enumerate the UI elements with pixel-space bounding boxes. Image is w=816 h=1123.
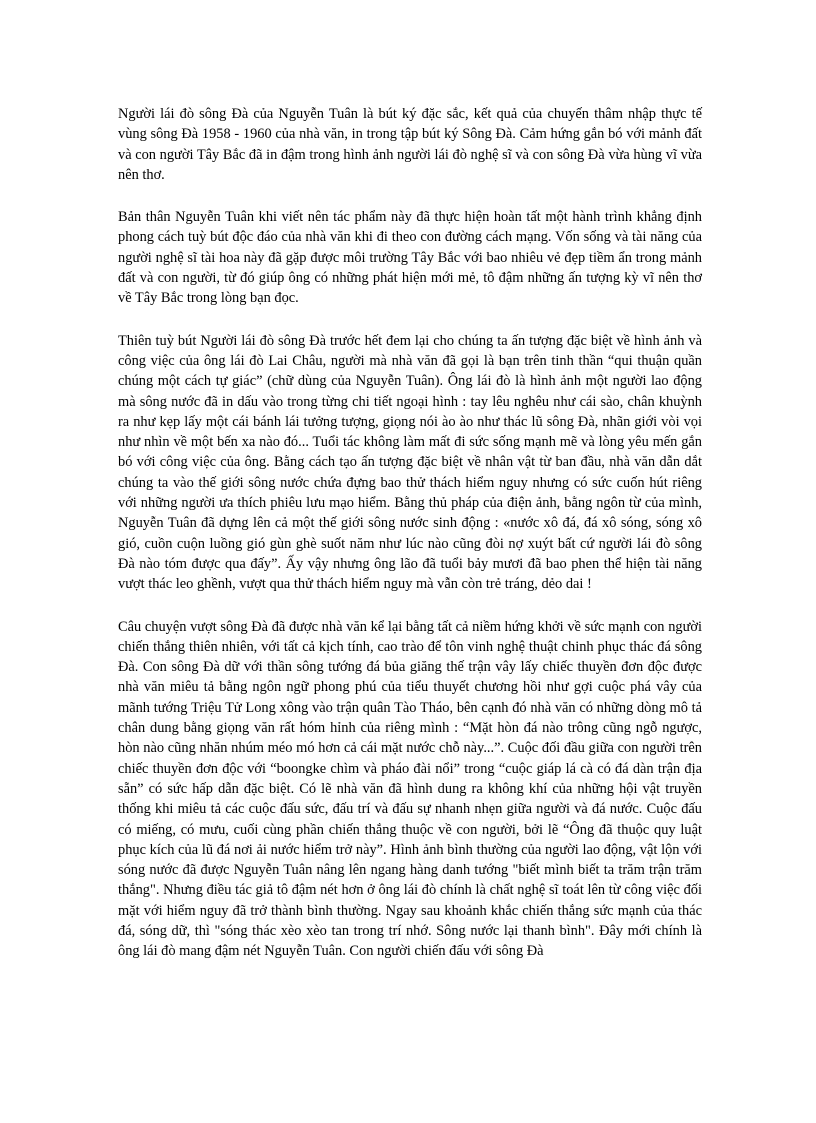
paragraph-2: Bản thân Nguyễn Tuân khi viết nên tác phẩm này đã thực hiện hoàn tất một hành trình khẳng định phong cách tuỳ bút độc đáo của nhà văn khi đi theo con đường cách mạng. Vốn sống và tài năng của người nghệ sĩ tài hoa này đã gặp được môi trường Tây Bắc với bao nhiêu vẻ đẹp tiềm ẩn trong mảnh đất và con người, từ đó giúp ông có những phát hiện mới mẻ, tô đậm những ấn tượng kỳ vĩ nên thơ về Tây Bắc trong lòng bạn đọc. (118, 209, 702, 307)
paragraph-4: Câu chuyện vượt sông Đà đã được nhà văn kể lại bằng tất cả niềm hứng khởi về sức mạnh con người chiến thắng thiên nhiên, với tất cả kịch tính, cao trào để tôn vinh nghệ thuật chinh phục thác đá sông Đà. Con sông Đà dữ với thần sông tướng đá bủa giăng thế trận vây lấy chiếc thuyền đơn độc được nhà văn miêu tả bằng ngôn ngữ phong phú của tiểu thuyết chương hồi như gợi cuộc phá vây của mãnh tướng Triệu Tử Long xông vào trận quân Tào Tháo, bên cạnh đó nhà văn có những dòng mô tả chân dung bằng giọng văn rất hóm hỉnh của riêng mình : “Mặt hòn đá nào trông cũng ngỗ ngược, hòn nào cũng nhăn nhúm méo mó hơn cả cái mặt nước chỗ này...”. Cuộc đối đầu giữa con người trên chiếc thuyền đơn độc với “boongke chìm và pháo đài nổi” trong “cuộc giáp lá cà có đá dàn trận địa sẵn” có sức hấp dẫn đặc biệt. Có lẽ nhà văn đã hình dung ra không khí của những hội vật truyền thống khi miêu tả các cuộc đấu sức, đấu trí và đấu sự nhanh nhẹn giữa người và đá nước. Cuộc đấu có miếng, có mưu, cuối cùng phần chiến thắng thuộc về con người, bởi lẽ “Ông đã thuộc quy luật phục kích của lũ đá nơi ải nước hiểm trở này”. Hình ảnh bình thường của người lao động, vật lộn với sóng nước đã được Nguyễn Tuân nâng lên ngang hàng danh tướng "biết mình biết ta trăm trận trăm thắng". Nhưng điều tác giả tô đậm nét hơn ở ông lái đò chính là chất nghệ sĩ toát lên từ công việc đối mặt với hiểm nguy đã trở thành bình thường. Ngay sau khoảnh khắc chiến thắng sức mạnh của thác đá, sóng dữ, thì "sóng thác xèo xèo tan trong trí nhớ. Sông nước lại thanh bình". Đây mới chính là ông lái đò mang đậm nét Nguyễn Tuân. Con người chiến đấu với sông Đà (118, 618, 702, 960)
paragraph-3: Thiên tuỳ bút Người lái đò sông Đà trước hết đem lại cho chúng ta ấn tượng đặc biệt về hình ảnh và công việc của ông lái đò Lai Châu, người mà nhà văn đã gọi là bạn trên tinh thần “qui thuận quần chúng một cách tự giác” (chữ dùng của Nguyễn Tuân). Ông lái đò là hình ảnh một người lao động mà sông nước đã in dấu vào trong từng chi tiết ngoại hình : tay lêu nghêu như cái sào, chân khuỳnh ra như kẹp lấy một cái bánh lái tưởng tượng, giọng nói ào ào như thác lũ sông Đà, nhãn giới vòi vọi như nhìn về một bến xa nào đó... Tuổi tác không làm mất đi sức sống mạnh mẽ và lòng yêu mến gắn bó với công việc của ông. Bằng cách tạo ấn tượng đặc biệt về nhân vật từ ban đầu, nhà văn dẫn dắt chúng ta vào thế giới sông nước chứa đựng bao thử thách hiểm nguy nhưng có sức cuốn hút riêng với những người ưa thích phiêu lưu mạo hiểm. Bằng thủ pháp của điện ảnh, bằng ngôn từ của mình, Nguyễn Tuân đã dựng lên cả một thế giới sông nước sinh động : «nước xô đá, đá xô sóng, sóng xô gió, cuồn cuộn luồng gió gùn ghè suốt năm như lúc nào cũng đòi nợ xuýt bất cứ người lái đò sông Đà nào tóm được qua đấy”. Ấy vậy nhưng ông lão đã tuổi bảy mươi đã bao phen thể hiện tài năng vượt thác leo ghềnh, vượt qua thử thách hiểm nguy mà vẫn còn trẻ tráng, dẻo dai ! (118, 332, 702, 593)
document-page (118, 104, 702, 962)
paragraph-1: Người lái đò sông Đà của Nguyễn Tuân là bút ký đặc sắc, kết quả của chuyến thâm nhập thực tế vùng sông Đà 1958 - 1960 của nhà văn, in trong tập bút ký Sông Đà. Cảm hứng gắn bó với mảnh đất và con người Tây Bắc đã in đậm trong hình ảnh người lái đò nghệ sĩ và con sông Đà vừa hùng vĩ vừa nên thơ. (118, 106, 702, 183)
